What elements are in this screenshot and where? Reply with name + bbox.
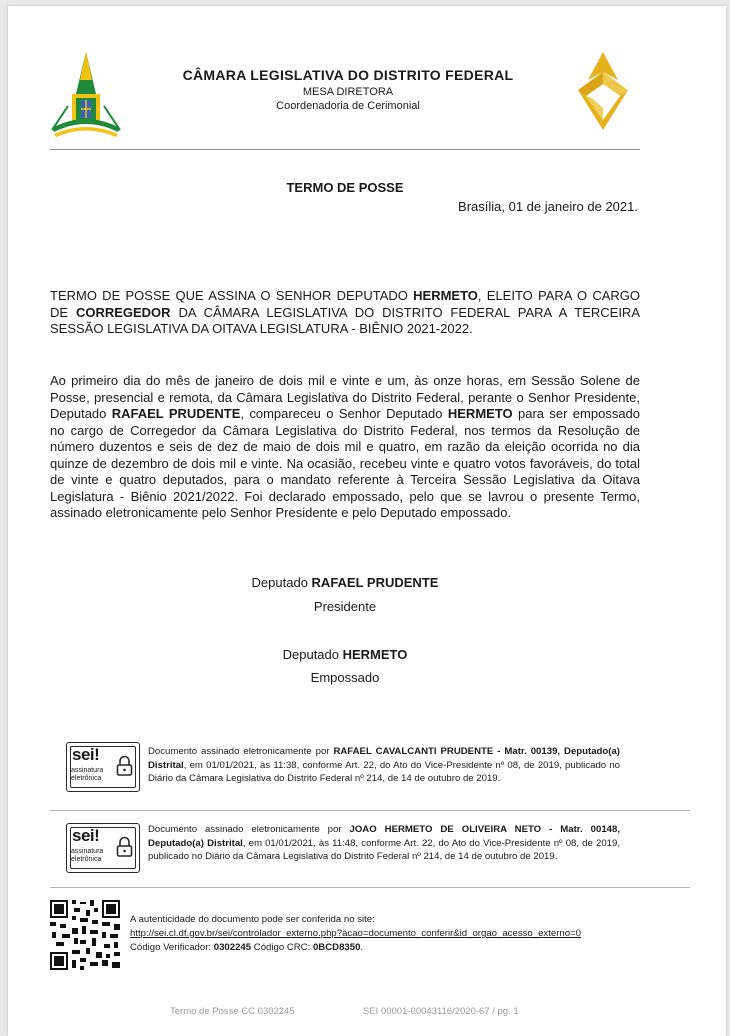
verification-divider bbox=[50, 887, 690, 888]
esignature-divider bbox=[50, 810, 690, 811]
footer-process-ref: SEI 00001-00043116/2020-67 / pg. 1 bbox=[363, 1006, 519, 1017]
sei-seal: sei! assinatura eletrônica bbox=[66, 742, 140, 792]
lock-icon bbox=[116, 836, 133, 858]
body-paragraph: Ao primeiro dia do mês de janeiro de dois mil e vinte e um, às onze horas, em Sessão Solene de Posse, presencial e remota, da Câmara Legislativa do Distrito Federal, perante o Senhor Presidente, Deputado RAFAEL PRUDENTE, compareceu o Senhor Deputado HERMETO para ser empossado no cargo de Corregedor da Câmara Legislativa do Distrito Federal, nos termos da Resolução de número duzentos e seis de dez de maio de dois mil e quatro, em razão da eleição ocorrida no dia quinze de dezembro de dois mil e vinte. Na ocasião, recebeu vinte e quatro votos favoráveis, do total de vinte e quatro deputados, para o mandato referente à Terceira Sessão Legislativa da Oitava Legislatura - Biênio 2021/2022. Foi declarado empossado, pelo que se lavrou o presente Termo, assinado eletronicamente pelo Senhor Presidente e pelo Deputado empossado. bbox=[50, 373, 641, 520]
preamble-paragraph: TERMO DE POSSE QUE ASSINA O SENHOR DEPUTADO HERMETO, ELEITO PARA O CARGO DE CORREGEDOR DA CÂMARA LEGISLATIVA DO DISTRITO FEDERAL PARA A TERCEIRA SESSÃO LEGISLATIVA DA OITAVA LEGISLATURA - BIÊNIO 2021-2022. bbox=[50, 288, 641, 336]
crc-code: 0BCD8350 bbox=[312, 942, 361, 953]
esignature-text: Documento assinado eletronicamente por JOAO HERMETO DE OLIVEIRA NETO - Matr. 00148, Deputado(a) Distrital, em 01/01/2021, às 11:48, conforme Art. 22, do Ato do Vice-Presidente nº 08, de 2019, publicado no Diário da Câmara Legislativa do Distrito Federal nº 214, de 14 de outubro de 2019. bbox=[148, 824, 620, 862]
brasilia-logo bbox=[568, 50, 638, 140]
document-page bbox=[8, 6, 726, 1036]
board-name: MESA DIRETORA bbox=[302, 86, 394, 98]
document-date: Brasília, 01 de janeiro de 2021. bbox=[458, 199, 638, 214]
signature-name-deputy: Deputado HERMETO bbox=[282, 647, 408, 662]
qr-code bbox=[48, 898, 122, 972]
crest-logo bbox=[48, 50, 124, 146]
header-divider bbox=[50, 149, 640, 150]
president-name: RAFAEL PRUDENTE bbox=[111, 406, 241, 421]
verification-link[interactable]: http://sei.cl.df.gov.br/sei/controlador_externo.php?acao=documento_conferir&id_orgao_acesso_externo=0 bbox=[130, 928, 582, 939]
signature-role-president: Presidente bbox=[313, 599, 377, 614]
verifier-code: 0302245 bbox=[213, 942, 252, 953]
lock-icon bbox=[116, 755, 133, 777]
document-title: TERMO DE POSSE bbox=[286, 180, 404, 195]
esignature-text: Documento assinado eletronicamente por RAFAEL CAVALCANTI PRUDENTE - Matr. 00139, Deputado(a) Distrital, em 01/01/2021, às 11:38, conforme Art. 22, do Ato do Vice-Presidente nº 08, de 2019, publicado no Diário da Câmara Legislativa do Distrito Federal nº 214, de 14 de outubro de 2019. bbox=[148, 746, 620, 784]
institution-name: CÂMARA LEGISLATIVA DO DISTRITO FEDERAL bbox=[182, 67, 514, 83]
office-name: CORREGEDOR bbox=[75, 304, 171, 320]
deputy-name: HERMETO bbox=[447, 406, 513, 421]
department-name: Coordenadoria de Cerimonial bbox=[276, 100, 420, 112]
sei-seal: sei! assinatura eletrônica bbox=[66, 823, 140, 873]
signature-name-president: Deputado RAFAEL PRUDENTE bbox=[251, 575, 439, 590]
footer-document-ref: Termo de Posse CC 0302245 bbox=[170, 1006, 295, 1017]
signature-role-deputy: Empossado bbox=[310, 670, 380, 685]
verification-link-line bbox=[130, 927, 581, 941]
verification-codes: Código Verificador: 0302245 Código CRC: 0BCD8350. bbox=[130, 942, 364, 953]
deputy-name: HERMETO bbox=[413, 288, 478, 303]
verification-text: A autenticidade do documento pode ser conferida no site: bbox=[130, 914, 375, 925]
